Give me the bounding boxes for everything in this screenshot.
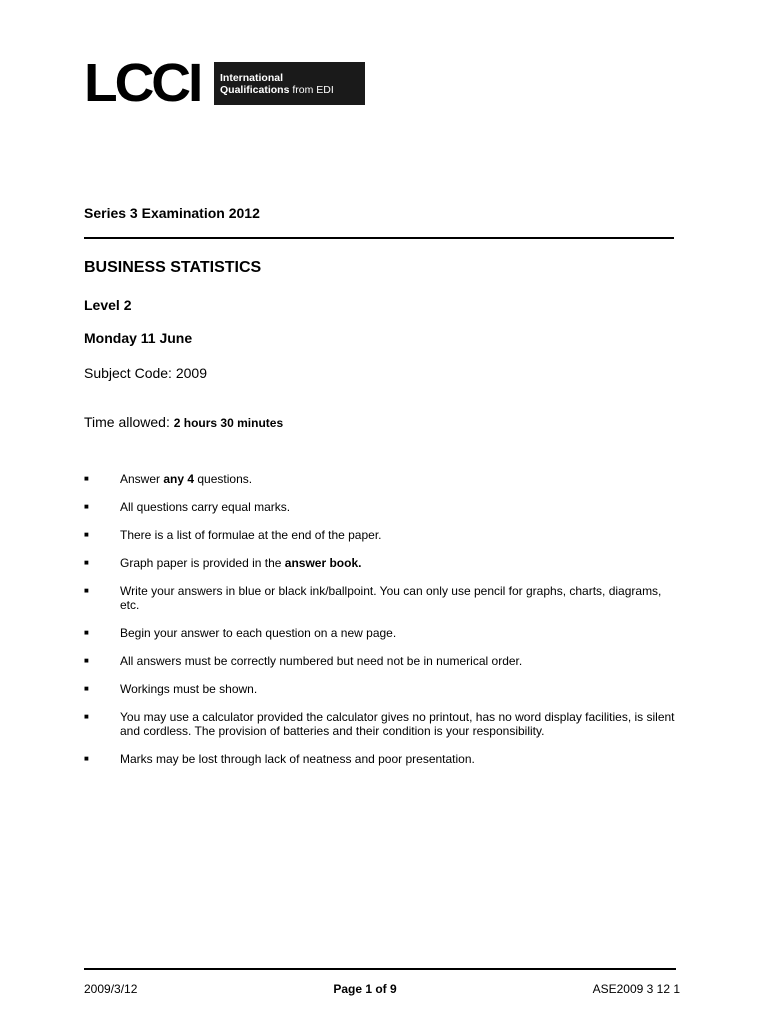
- footer-code: 2009/3/12: [84, 982, 138, 996]
- instruction-text-part: Graph paper is provided in the: [120, 556, 285, 570]
- instruction-text: [120, 556, 684, 570]
- bullet-icon: ■: [84, 502, 89, 511]
- exam-series: Series 3 Examination 2012: [84, 205, 260, 221]
- instruction-text: [120, 682, 684, 696]
- time-allowed-label: Time allowed:: [84, 414, 174, 430]
- instruction-text-part: You may use a calculator provided the calculator gives no printout, has no word display facilities, is silent and cordless. The provision of batteries and their condition is your responsibility.: [120, 710, 675, 738]
- instruction-text: [120, 654, 684, 668]
- instruction-text-part: Write your answers in blue or black ink/ballpoint. You can only use pencil for graphs, charts, diagrams, etc.: [120, 584, 662, 612]
- instruction-emphasis: answer book.: [284, 556, 362, 570]
- bullet-icon: ■: [84, 628, 89, 637]
- exam-date: Monday 11 June: [84, 330, 193, 346]
- instruction-text: [120, 472, 684, 486]
- instruction-text: [120, 528, 684, 542]
- instruction-text: [120, 626, 684, 640]
- instruction-item: [84, 682, 684, 696]
- instruction-text: [120, 710, 684, 738]
- page-footer: [84, 982, 680, 996]
- bullet-icon: ■: [84, 586, 89, 595]
- page-title: BUSINESS STATISTICS: [84, 259, 262, 276]
- instruction-item: [84, 556, 684, 570]
- bullet-icon: ■: [84, 656, 89, 665]
- instruction-text: [120, 752, 684, 766]
- time-allowed-value: 2 hours 30 minutes: [173, 416, 284, 430]
- instruction-item: [84, 710, 684, 738]
- exam-level: Level 2: [84, 297, 132, 313]
- instruction-text: [120, 584, 684, 612]
- instruction-text-part: All questions carry equal marks.: [120, 500, 291, 514]
- instruction-text-part: There is a list of formulae at the end of the paper.: [120, 528, 382, 542]
- instruction-text-part: Answer: [120, 472, 164, 486]
- instruction-text: [120, 500, 684, 514]
- instruction-item: [84, 528, 684, 542]
- footer-reference: ASE2009 3 12 1: [592, 982, 680, 996]
- time-allowed: [84, 414, 283, 430]
- logo-tagline-box: [214, 62, 365, 105]
- logo-wordmark: LCCI: [84, 53, 201, 113]
- instruction-text-part: Begin your answer to each question on a new page.: [120, 626, 397, 640]
- instructions-list: [84, 472, 684, 780]
- footer-divider: [84, 968, 676, 970]
- lcci-logo: [84, 53, 365, 113]
- instruction-item: [84, 752, 684, 766]
- bullet-icon: ■: [84, 754, 89, 763]
- instruction-emphasis: any 4: [163, 472, 195, 486]
- logo-line-2-bold: Qualifications: [220, 83, 290, 96]
- logo-line-2-rest: from EDI: [289, 83, 334, 96]
- instruction-text-part: Workings must be shown.: [120, 682, 258, 696]
- logo-line-2: [220, 84, 365, 96]
- bullet-icon: ■: [84, 712, 89, 721]
- page-number: Page 1 of 9: [333, 982, 397, 996]
- bullet-icon: ■: [84, 474, 89, 483]
- instruction-text-part: Marks may be lost through lack of neatness and poor presentation.: [120, 752, 475, 766]
- bullet-icon: ■: [84, 530, 89, 539]
- header-divider: [84, 237, 674, 239]
- instruction-text-part: All answers must be correctly numbered but need not be in numerical order.: [120, 654, 523, 668]
- logo-line-1: International: [220, 71, 284, 84]
- bullet-icon: ■: [84, 558, 89, 567]
- instruction-item: [84, 472, 684, 486]
- instruction-item: [84, 584, 684, 612]
- bullet-icon: ■: [84, 684, 89, 693]
- instruction-item: [84, 500, 684, 514]
- instruction-text-part: questions.: [194, 472, 253, 486]
- instruction-item: [84, 626, 684, 640]
- instruction-item: [84, 654, 684, 668]
- subject-code: Subject Code: 2009: [84, 365, 207, 381]
